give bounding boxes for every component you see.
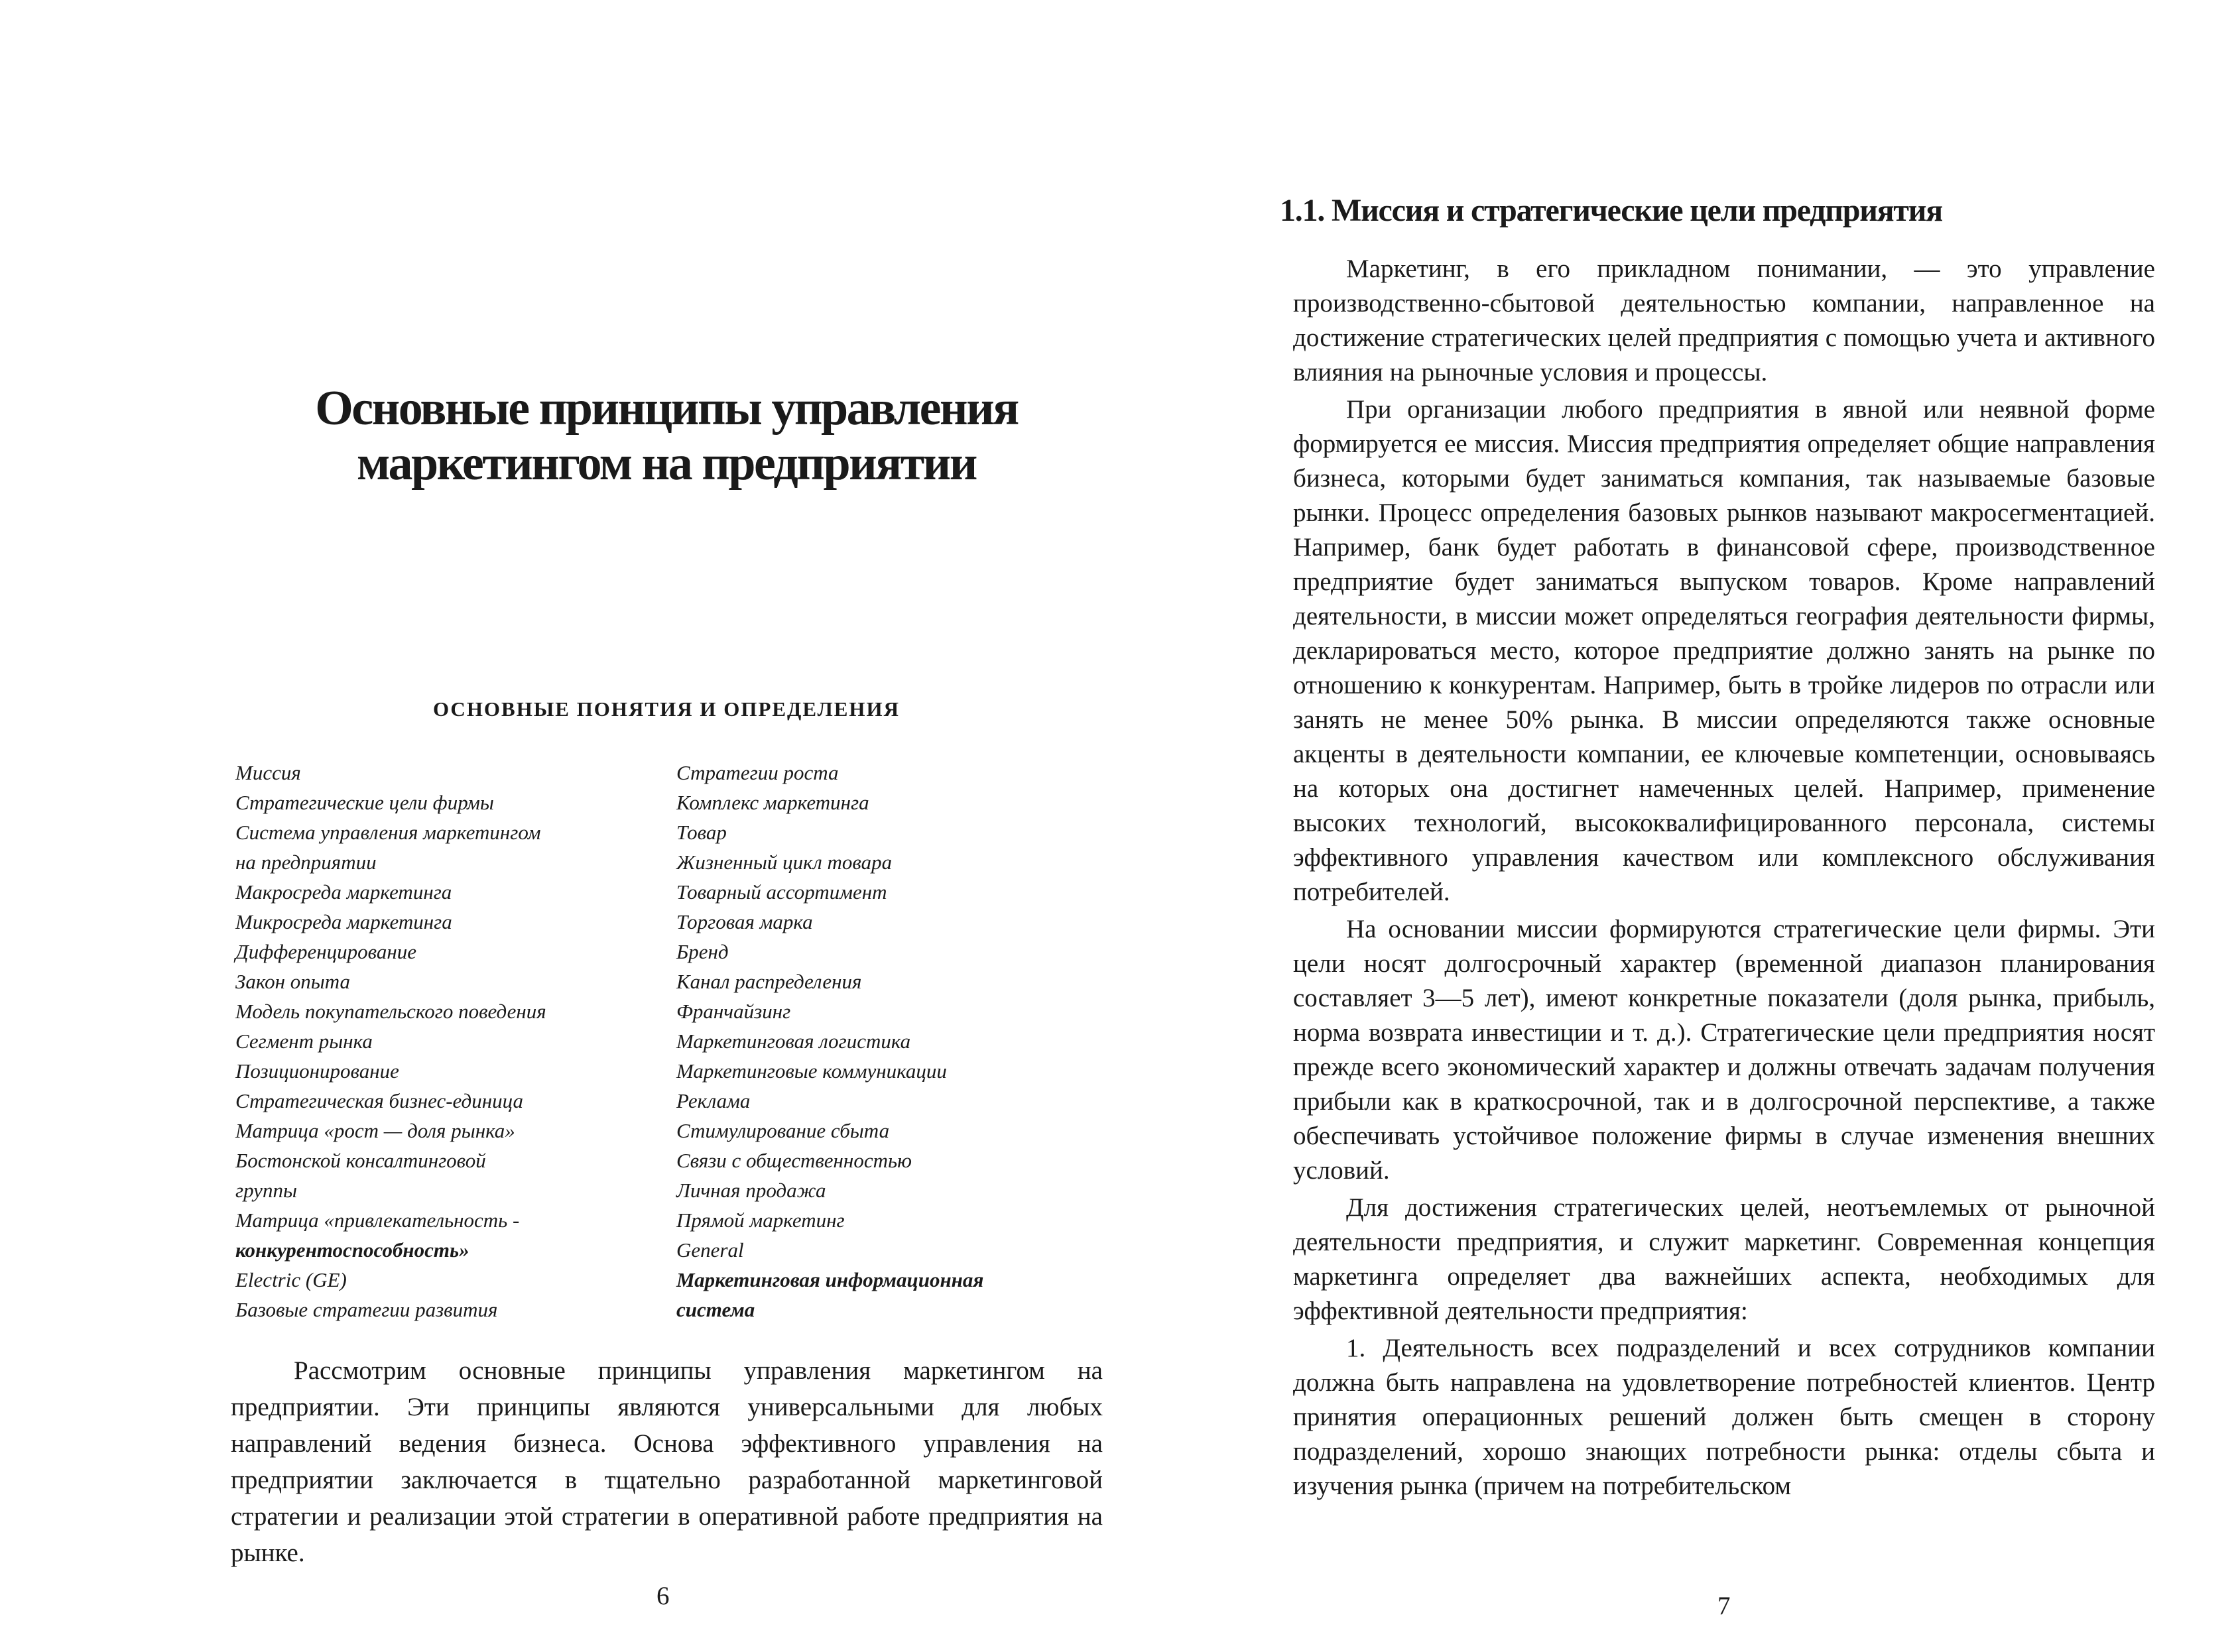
definition-item: Стратегические цели фирмы xyxy=(235,791,494,814)
body-paragraph: 1. Деятельность всех подразделений и всех сотрудников компании должна быть направлена на удовлетворение потребностей клиентов. Центр принятия операционных решений должен быть смещен в сторону подразделений, хорошо знающих потребности рынка: отделы сбыта и изучения рынка (причем на потребительском xyxy=(1293,1334,2155,1500)
definitions-list-right xyxy=(676,758,1088,1325)
definition-item: группы xyxy=(235,1179,297,1202)
definition-item: Реклама xyxy=(676,1089,751,1112)
definition-item: Жизненный цикл товара xyxy=(676,851,893,874)
definition-item: Канал распределения xyxy=(676,970,862,993)
page-number-left: 6 xyxy=(656,1582,670,1610)
definition-item: Товар xyxy=(676,821,727,844)
definition-item: General xyxy=(676,1238,744,1262)
chapter-title-line-1: Основные принципы управления xyxy=(315,381,1018,436)
definition-item: Миссия xyxy=(235,761,301,784)
definition-item: Макросреда маркетинга xyxy=(235,880,452,904)
definition-item: Модель покупательского поведения xyxy=(235,1000,546,1023)
definition-item: Маркетинговые коммуникации xyxy=(676,1059,947,1083)
definition-item: Маркетинговая логистика xyxy=(676,1030,911,1053)
definition-item: Связи с общественностью xyxy=(676,1149,912,1172)
definition-item: Бостонской консалтинговой xyxy=(235,1149,486,1172)
definition-item: Матрица «привлекательность - xyxy=(235,1209,520,1232)
definition-item: Бренд xyxy=(676,940,729,963)
definition-item: Товарный ассортимент xyxy=(676,880,887,904)
definition-item: Стимулирование сбыта xyxy=(676,1119,890,1142)
definition-item: конкурентоспособность» xyxy=(235,1238,469,1262)
section-body xyxy=(1293,252,2155,1504)
body-paragraph: Для достижения стратегических целей, неотъемлемых от рыночной деятельности предприятия, и служит маркетинг. Современная концепция маркетинга определяет два важнейших аспекта, необходимых для эффективной деятельности предприятия: xyxy=(1293,1193,2155,1325)
definition-item: Закон опыта xyxy=(235,970,351,993)
body-paragraph: На основании миссии формируются стратегические цели фирмы. Эти цели носят долгосрочный характер (временной диапазон планирования составляет 3—5 лет), имеют конкретные показатели (доля рынка, прибыль, норма возврата инвестиции и т. д.). Стратегические цели предприятия носят прежде всего экономический характер и должны отвечать задачам получения прибыли как в краткосрочной, так и в долгосрочной перспективе, а также обеспечивать устойчивое положение фирмы в случае изменения внешних условий. xyxy=(1293,915,2155,1185)
definition-item: Система управления маркетингом xyxy=(235,821,541,844)
chapter-title xyxy=(225,381,1107,491)
definition-item: система xyxy=(676,1298,755,1321)
page-number-right: 7 xyxy=(1717,1592,1731,1620)
intro-paragraph: Рассмотрим основные принципы управления маркетингом на предприятии. Эти принципы являются универсальными для любых направлений ведения бизнеса. Основа эффективного управления на предприятии заключается в тщательно разработанной маркетинговой стратегии и реализации этой стратегии в оперативной работе предприятия на рынке. xyxy=(231,1356,1103,1567)
definition-item: Франчайзинг xyxy=(676,1000,791,1023)
body-paragraph: При организации любого предприятия в явной или неявной форме формируется ее миссия. Миссия предприятия определяет общие направления бизнеса, которыми будет заниматься компания, так называемые базовые рынки. Процесс определения базовых рынков называют макросегментацией. Например, банк будет работать в финансовой сфере, производственное предприятие будет заниматься выпуском товаров. Кроме направлений деятельности, в миссии может определяться география деятельности фирмы, декларироваться место, которое предприятие должно занять на рынке по отношению к конкурентам. Например, быть в тройке лидеров по отрасли или занять не менее 50% рынка. В миссии определяются также основные акценты в деятельности компании, ее ключевые компетенции, основываясь на которых она достигнет намеченных целей. Например, применение высоких технологий, высококвалифицированного персонала, системы эффективного управления качеством или комплексного обслуживания потребителей. xyxy=(1293,395,2155,906)
definition-item: Микросреда маркетинга xyxy=(235,910,452,933)
definition-item: Позиционирование xyxy=(235,1059,399,1083)
right-page xyxy=(1121,0,2238,1652)
definitions-heading: ОСНОВНЫЕ ПОНЯТИЯ И ОПРЕДЕЛЕНИЯ xyxy=(432,697,901,721)
definitions-list-left xyxy=(235,758,660,1325)
definition-item: Стратегии роста xyxy=(676,761,839,784)
definition-item: Прямой маркетинг xyxy=(676,1209,845,1232)
definition-item: на предприятии xyxy=(235,851,377,874)
section-title: 1.1. Миссия и стратегические цели предприятия xyxy=(1280,193,1943,228)
definition-item: Базовые стратегии развития xyxy=(235,1298,498,1321)
definition-item: Матрица «рост — доля рынка» xyxy=(235,1119,515,1142)
definition-item: Личная продажа xyxy=(676,1179,826,1202)
definition-item: Стратегическая бизнес-единица xyxy=(235,1089,523,1112)
chapter-title-line-2: маркетингом на предприятии xyxy=(357,436,976,491)
definition-item: Дифференцирование xyxy=(235,940,417,963)
definition-item: Комплекс маркетинга xyxy=(676,791,869,814)
body-paragraph: Маркетинг, в его прикладном понимании, — это управление производственно-сбытовой деятельностью компании, направленное на достижение стратегических целей предприятия с помощью учета и активного влияния на рыночные условия и процессы. xyxy=(1293,255,2155,386)
definition-item: Сегмент рынка xyxy=(235,1030,373,1053)
definition-item: Торговая марка xyxy=(676,910,813,933)
definition-item: Маркетинговая информационная xyxy=(676,1268,984,1291)
definition-item: Electric (GE) xyxy=(235,1268,347,1291)
